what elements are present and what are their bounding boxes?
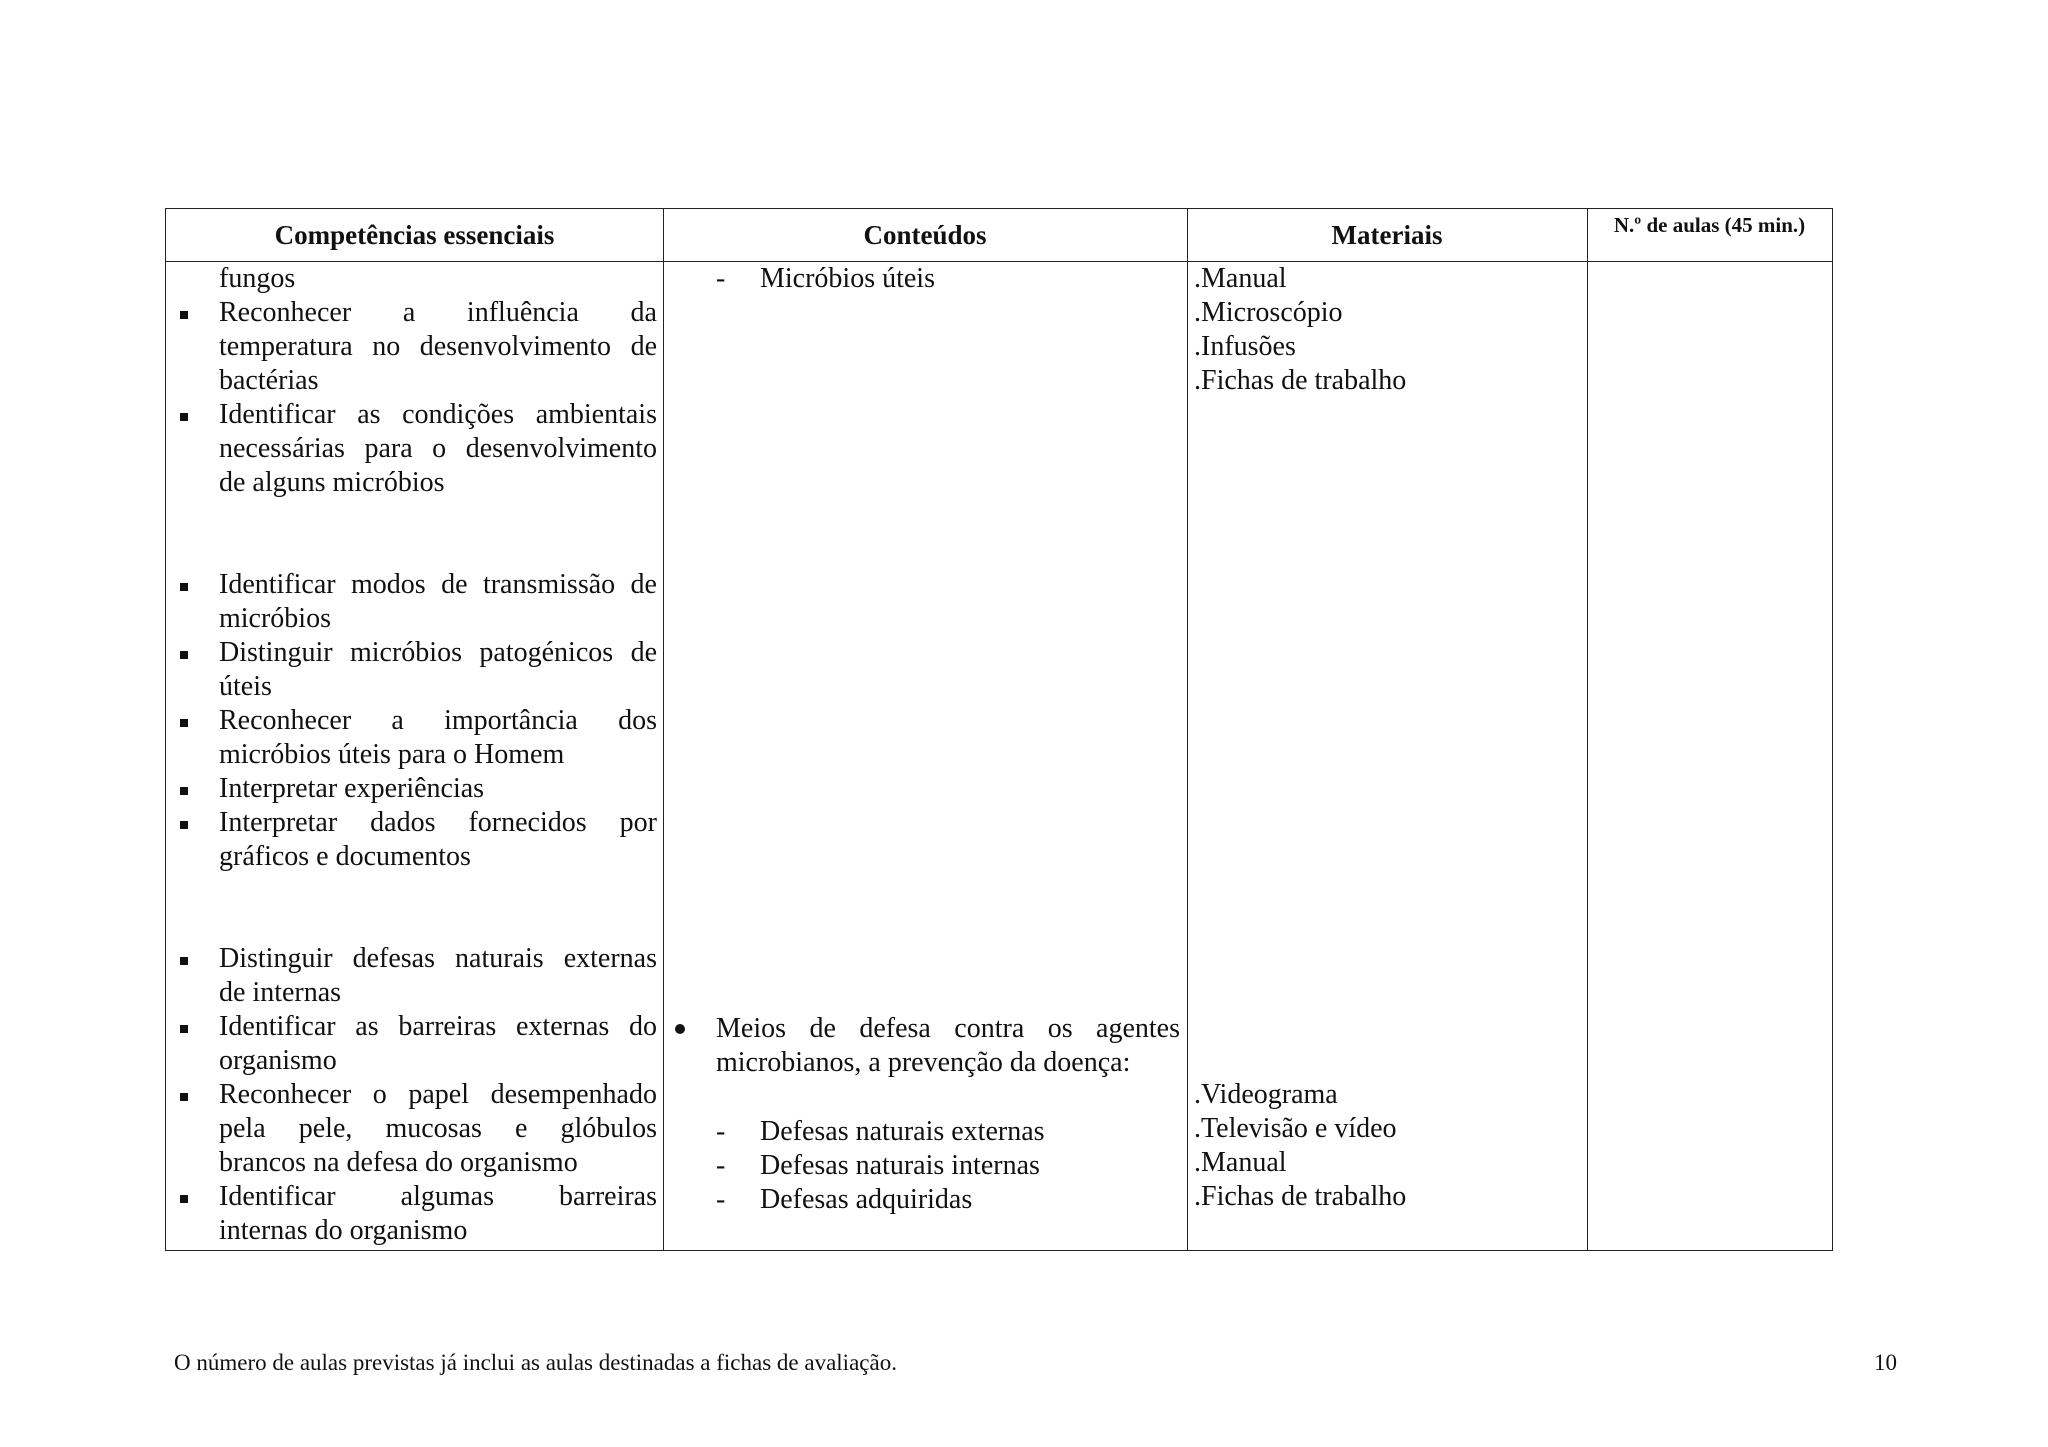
competencia-line: bactérias [219,365,319,396]
dash-bullet: - [716,263,726,294]
competencia-line: Identificar algumas barreiras [219,1181,657,1212]
competencia-line: úteis [219,671,272,702]
competencia-line: de internas [219,977,342,1008]
competencia-line: pela pele, mucosas e glóbulos [219,1113,657,1144]
competencia-line: Distinguir micróbios patogénicos de [219,637,657,668]
bullet-square-icon [180,1093,188,1101]
conteudo-item: Defesas naturais externas [760,1116,1045,1147]
competencia-line: temperatura no desenvolvimento de [219,331,657,362]
material-item: .Fichas de trabalho [1194,365,1407,396]
material-item: .Manual [1194,1147,1287,1178]
page-number: 10 [1874,1350,1897,1375]
header-materiais: Materiais [1331,219,1443,250]
competencia-line: brancos na defesa do organismo [219,1147,578,1178]
competencia-line: gráficos e documentos [219,841,471,872]
conteudo-item: microbianos, a prevenção da doença: [716,1047,1131,1078]
competencia-line: Identificar modos de transmissão de [219,569,657,600]
competencia-line: fungos [219,263,296,294]
header-conteudos: Conteúdos [863,219,987,250]
competencia-line: internas do organismo [219,1215,468,1246]
competencia-line: Reconhecer o papel desempenhado [219,1079,657,1110]
material-item: .Manual [1194,263,1287,294]
bullet-square-icon [180,651,188,659]
material-item: .Videograma [1194,1079,1338,1110]
competencia-line: Reconhecer a influência da [219,297,657,328]
conteudo-item: Meios de defesa contra os agentes [716,1013,1180,1044]
column-divider [1187,209,1188,1250]
competencia-line: Interpretar experiências [219,773,485,804]
conteudo-item: Defesas naturais internas [760,1150,1040,1181]
column-divider [663,209,664,1250]
material-item: .Microscópio [1194,297,1343,328]
material-item: .Televisão e vídeo [1194,1113,1397,1144]
bullet-square-icon [180,719,188,727]
competencia-line: Identificar as condições ambientais [219,399,657,430]
bullet-square-icon [180,821,188,829]
header-competencias: Competências essenciais [274,219,555,250]
material-item: .Infusões [1194,331,1296,362]
bullet-dot-icon [675,1024,685,1034]
bullet-square-icon [180,583,188,591]
competencia-line: micróbios úteis para o Homem [219,739,565,770]
dash-bullet: - [716,1150,726,1181]
bullet-square-icon [180,1025,188,1033]
material-item: .Fichas de trabalho [1194,1181,1407,1212]
competencia-line: organismo [219,1045,337,1076]
header-divider [166,261,1832,262]
column-divider [1587,209,1588,1250]
competencia-line: Interpretar dados fornecidos por [219,807,657,838]
curriculum-table [165,208,1833,1251]
competencia-line: Identificar as barreiras externas do [219,1011,657,1042]
competencia-line: Reconhecer a importância dos [219,705,657,736]
competencia-line: de alguns micróbios [219,467,445,498]
dash-bullet: - [716,1116,726,1147]
footer-note: O número de aulas previstas já inclui as aulas destinadas a fichas de avaliação. [174,1350,897,1375]
conteudo-item: Micróbios úteis [760,263,935,294]
competencia-line: Distinguir defesas naturais externas [219,943,657,974]
bullet-square-icon [180,787,188,795]
bullet-square-icon [180,413,188,421]
bullet-square-icon [180,311,188,319]
competencia-line: micróbios [219,603,331,634]
bullet-square-icon [180,957,188,965]
header-num-aulas: N.º de aulas (45 min.) [1613,213,1806,237]
bullet-square-icon [180,1195,188,1203]
dash-bullet: - [716,1184,726,1215]
competencia-line: necessárias para o desenvolvimento [219,433,657,464]
conteudo-item: Defesas adquiridas [760,1184,973,1215]
